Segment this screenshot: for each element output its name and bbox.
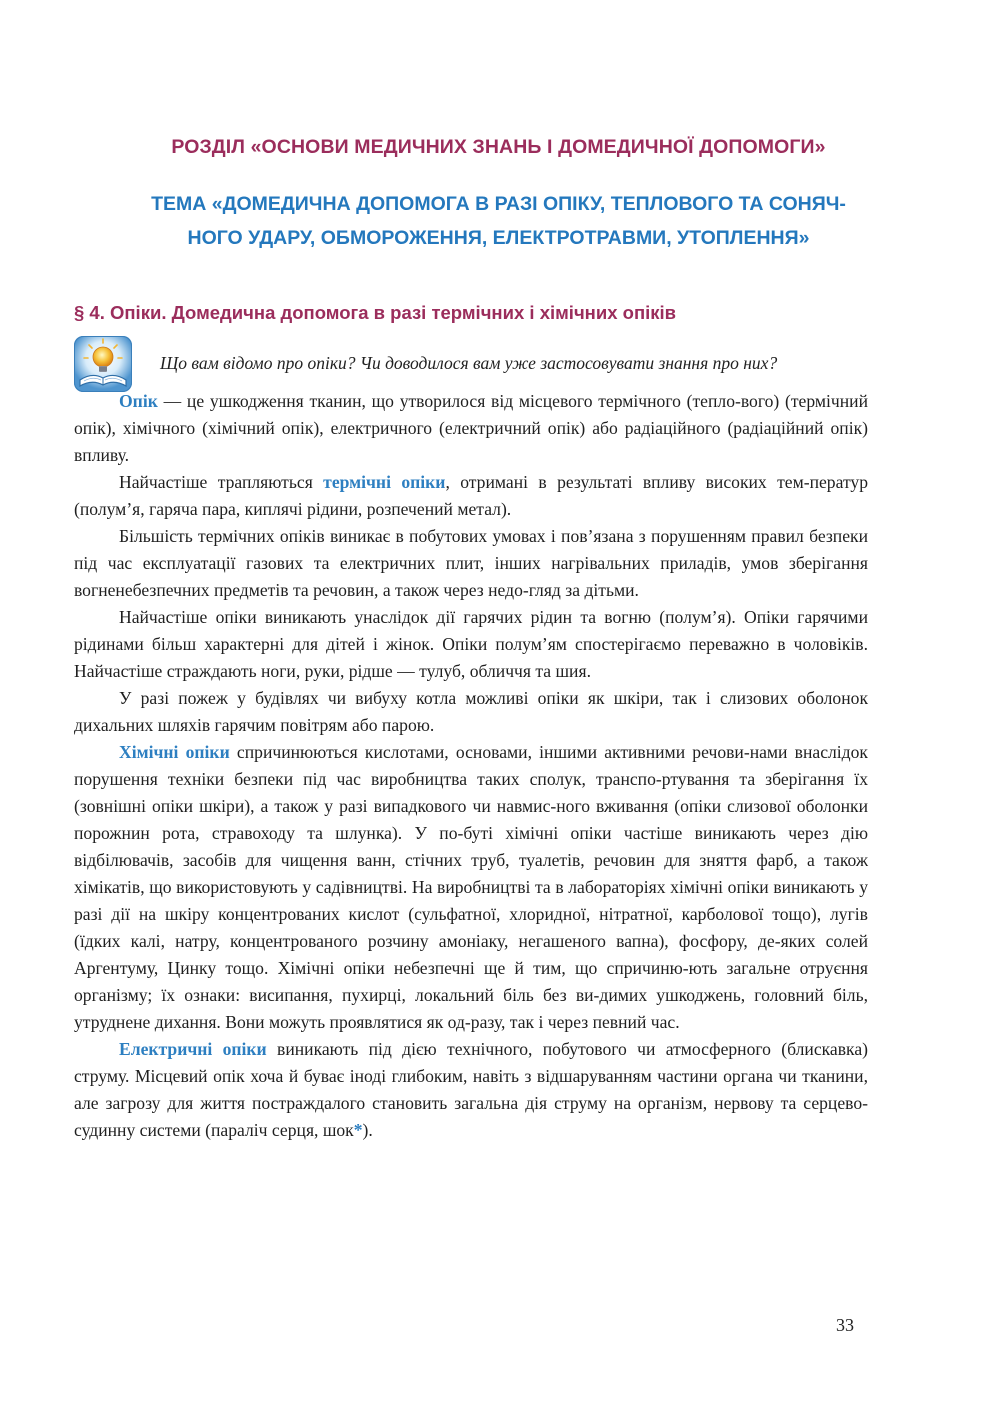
page-number: 33 bbox=[836, 1315, 854, 1335]
paragraph-chemical-burns bbox=[74, 739, 868, 1036]
paragraph-household-causes: Більшість термічних опіків виникає в побутових умовах і пов’язана з порушенням правил безпеки під час експлуатації газових та електричних плит, інших нагрівальних приладів, умов зберігання вогненебезпечних предметів та речовин, а також через недо-гляд за дітьми. bbox=[74, 526, 868, 600]
topic-heading-line-1: ТЕМА «ДОМЕДИЧНА ДОПОМОГА В РАЗІ ОПІКУ, ТЕПЛОВОГО ТА СОНЯЧ- bbox=[151, 193, 846, 215]
paragraph-text: виникають під дією технічного, побутового чи атмосферного (блискавка) струму. Місцевий опік хоча й буває іноді глибоким, навіть з відшаруванням частини органа чи тканини, але загрозу для життя постраждалого становить загальна дія струму на організм, нервову та серцево-судинну системи (параліч серця, шок bbox=[74, 1039, 868, 1140]
section-heading: РОЗДІЛ «ОСНОВИ МЕДИЧНИХ ЗНАНЬ І ДОМЕДИЧНОЇ ДОПОМОГИ» bbox=[171, 136, 826, 158]
footnote-asterisk[interactable]: * bbox=[353, 1120, 363, 1140]
body-text bbox=[74, 388, 868, 1144]
intro-question: Що вам відомо про опіки? Чи доводилося вам уже застосовувати знання про них? bbox=[160, 353, 778, 373]
topic-heading bbox=[60, 187, 937, 255]
paragraph-text: ). bbox=[362, 1120, 373, 1140]
lightbulb-book-icon bbox=[74, 336, 132, 392]
paragraph-thermal-burns bbox=[74, 469, 868, 523]
paragraph-electrical-burns bbox=[74, 1036, 868, 1144]
paragraph-text: , отримані в результаті впливу високих тем-ператур (полум’я, гаряча пара, киплячі рідини, розпечений метал). bbox=[74, 472, 868, 519]
paragraph-text: — це ушкодження тканин, що утворилося від місцевого термічного (тепло-вого) (термічний опік), хімічного (хімічний опік), електричного (електричний опік) або радіаційного (радіаційний опік) впливу. bbox=[74, 391, 868, 465]
term-thermal-burns: термічні опіки bbox=[323, 472, 446, 492]
paragraph-fires: У разі пожеж у будівлях чи вибуху котла можливі опіки як шкіри, так і слизових оболонок дихальних шляхів гарячим повітрям або парою. bbox=[74, 688, 868, 735]
paragraph-frequent-causes: Найчастіше опіки виникають унаслідок дії гарячих рідин та вогню (полум’я). Опіки гарячими рідинами більш характерні для дітей і жінок. Опіки полум’ям спостерігаємо переважно в чоловіків. Найчастіше страждають ноги, руки, рідше — тулуб, обличчя та шия. bbox=[74, 607, 868, 681]
paragraph-text: Найчастіше трапляються bbox=[119, 472, 324, 492]
term-electrical-burns: Електричні опіки bbox=[119, 1039, 267, 1059]
term-burn: Опік bbox=[119, 391, 158, 411]
term-chemical-burns: Хімічні опіки bbox=[119, 742, 230, 762]
paragraph-text: спричинюються кислотами, основами, іншими активними речови-нами внаслідок порушення техніки безпеки під час виробництва таких сполук, транспо-ртування та зберігання їх (зовнішні опіки шкіри), а також у разі випадкового чи навмис-ного вживання (опіки слизової оболонки порожнин рота, стравоходу та шлунка). У по-буті хімічні опіки частіше виникають через дію відбілювачів, засобів для чищення ванн, стічних труб, туалетів, речовин для зняття фарб, а також хімікатів, що використовують у садівництві. На виробництві та в лабораторіях хімічні опіки виникають у разі дії на шкіру концентрованих кислот (сульфатної, хлоридної, нітратної, карболової тощо), лугів (їдких калі, натру, концентрованого розчину амоніаку, негашеного вапна), фосфору, де-яких солей Аргентуму, Цинку тощо. Хімічні опіки небезпечні ще й тим, що спричиню-ють загальне отруєння організму; їх ознаки: висипання, пухирці, локальний біль без ви-димих ушкоджень, головний біль, утруднене дихання. Вони можуть проявлятися як од-разу, так і через певний час. bbox=[74, 742, 868, 1032]
paragraph-burn-definition bbox=[74, 388, 868, 469]
paragraph-heading: § 4. Опіки. Домедична допомога в разі термічних і хімічних опіків bbox=[74, 302, 677, 323]
topic-heading-line-2: НОГО УДАРУ, ОБМОРОЖЕННЯ, ЕЛЕКТРОТРАВМИ, УТОПЛЕННЯ» bbox=[187, 227, 810, 249]
